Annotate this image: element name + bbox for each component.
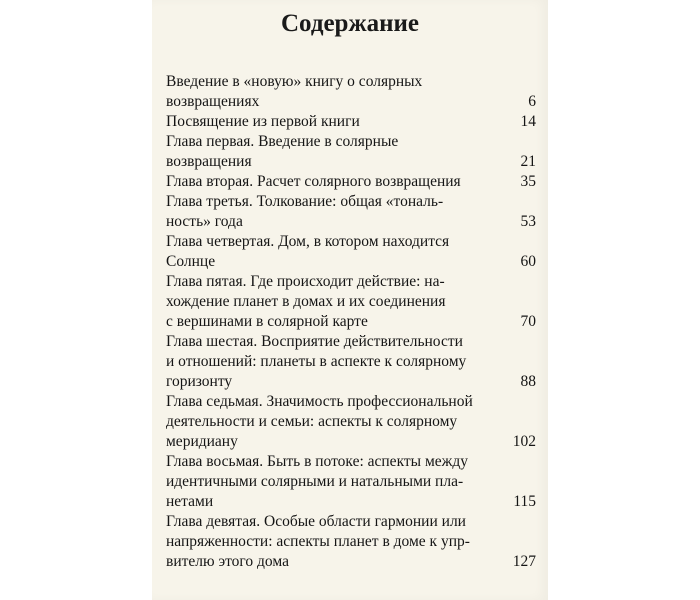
toc-entry-line: Глава пятая. Где происходит действие: на- (166, 273, 445, 290)
toc-entry (166, 72, 536, 112)
toc-page-number: 21 (520, 153, 536, 170)
toc-entry-line: возвращения (166, 153, 252, 170)
toc-entry (166, 512, 536, 572)
toc-entry-line: меридиану (166, 433, 238, 450)
toc-entry (166, 132, 536, 172)
toc-page-number: 14 (520, 113, 536, 130)
toc-entry-line: Глава седьмая. Значимость профессиональной (166, 393, 473, 410)
toc-entry-line: нетами (166, 493, 214, 510)
page-title: Содержание (280, 10, 419, 37)
toc-page-number: 115 (513, 493, 536, 510)
toc-entry-line: горизонту (166, 373, 233, 390)
toc-page-number: 53 (520, 213, 536, 230)
toc-entry-line: Глава вторая. Расчет солярного возвращения (166, 173, 461, 190)
toc-page-number: 6 (528, 93, 536, 110)
toc-entry (166, 392, 536, 452)
toc-entry-line: хождение планет в домах и их соединения (166, 293, 446, 310)
toc-page-number: 102 (512, 433, 536, 450)
toc-page-number: 35 (520, 173, 536, 190)
toc-entry-line: с вершинами в солярной карте (166, 313, 368, 330)
toc-entry-line: и отношений: планеты в аспекте к солярному (166, 353, 467, 370)
toc-entry-line: Солнце (166, 253, 216, 270)
toc-entry (166, 232, 536, 272)
toc-entry-line: деятельности и семьи: аспекты к солярному (166, 413, 458, 430)
toc-entry-line: Введение в «новую» книгу о солярных (166, 73, 423, 90)
toc-entry (166, 272, 536, 332)
toc-entry (166, 452, 536, 512)
toc-entry (166, 172, 536, 192)
toc-entry-line: Глава восьмая. Быть в потоке: аспекты между (166, 453, 468, 470)
toc-entry-line: возвращениях (166, 93, 260, 110)
toc-entry-line: идентичными солярными и натальными пла- (166, 473, 464, 490)
toc-page-number: 70 (520, 313, 536, 330)
toc-entry-line: напряженности: аспекты планет в доме к упр- (166, 533, 470, 550)
book-page (152, 0, 548, 600)
toc-page-number: 60 (520, 253, 536, 270)
toc-page-number: 88 (520, 373, 536, 390)
table-of-contents (166, 72, 536, 572)
toc-entry-line: ность» года (166, 213, 243, 230)
toc-entry-line: Глава девятая. Особые области гармонии или (166, 513, 466, 530)
toc-entry-line: Глава шестая. Восприятие действительности (166, 333, 463, 350)
toc-entry-line: Глава четвертая. Дом, в котором находится (166, 233, 450, 250)
toc-entry-line: Глава первая. Введение в солярные (166, 133, 399, 150)
toc-entry-line: вителю этого дома (166, 553, 289, 570)
toc-entry (166, 112, 536, 132)
toc-entry (166, 192, 536, 232)
toc-entry-line: Посвящение из первой книги (166, 113, 360, 130)
toc-page-number: 127 (512, 553, 536, 570)
toc-entry-line: Глава третья. Толкование: общая «тональ- (166, 193, 444, 210)
toc-entry (166, 332, 536, 392)
